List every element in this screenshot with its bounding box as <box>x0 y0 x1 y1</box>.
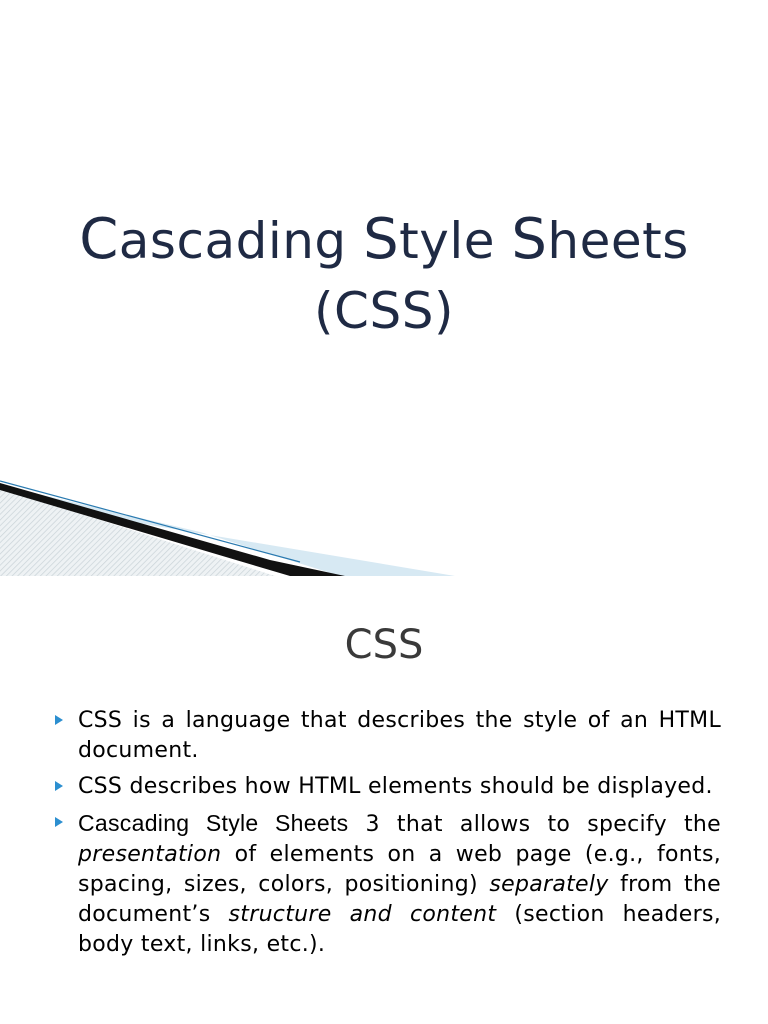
bullet-emphasis: structure and content <box>228 902 497 927</box>
title-word-ascading: ascading <box>118 212 364 270</box>
bullet-text: that allows to specify the <box>379 812 721 837</box>
bullet-text: of elements on a web page (e.g., fonts, spacing, sizes, colors, positioning) <box>78 842 721 897</box>
title-line-2: (CSS) <box>314 282 454 340</box>
bullet-text: (section headers, body text, links, etc.). <box>78 902 721 957</box>
title-word-heets: heets <box>547 212 689 270</box>
title-word-tyle: tyle <box>399 212 512 270</box>
bullet-text: CSS describes how HTML elements should be displayed. <box>78 774 713 799</box>
bullet-list <box>55 706 721 966</box>
bullet-item <box>55 772 721 802</box>
title-initial-s2: S <box>511 207 548 272</box>
bullet-item <box>55 706 721 766</box>
bullet-arrow-icon <box>55 781 63 791</box>
bullet-arrow-icon <box>55 715 63 725</box>
content-slide <box>0 576 768 1024</box>
title-initial-s1: S <box>363 207 400 272</box>
bullet-number: 3 <box>348 812 380 837</box>
bullet-emphasis: presentation <box>78 842 222 867</box>
bullet-text: from the document’s <box>78 872 721 927</box>
bullet-lead-term: Cascading Style Sheets <box>78 810 349 836</box>
bullet-emphasis: separately <box>489 872 609 897</box>
title-initial-c: C <box>79 207 119 272</box>
slide-title <box>0 205 768 346</box>
bullet-item <box>55 808 721 960</box>
bullet-text: CSS is a language that describes the style of an HTML document. <box>78 708 721 763</box>
bullet-arrow-icon <box>55 817 63 827</box>
title-line-1 <box>0 205 768 276</box>
decorative-swoosh <box>0 480 768 576</box>
content-slide-title: CSS <box>344 622 424 668</box>
